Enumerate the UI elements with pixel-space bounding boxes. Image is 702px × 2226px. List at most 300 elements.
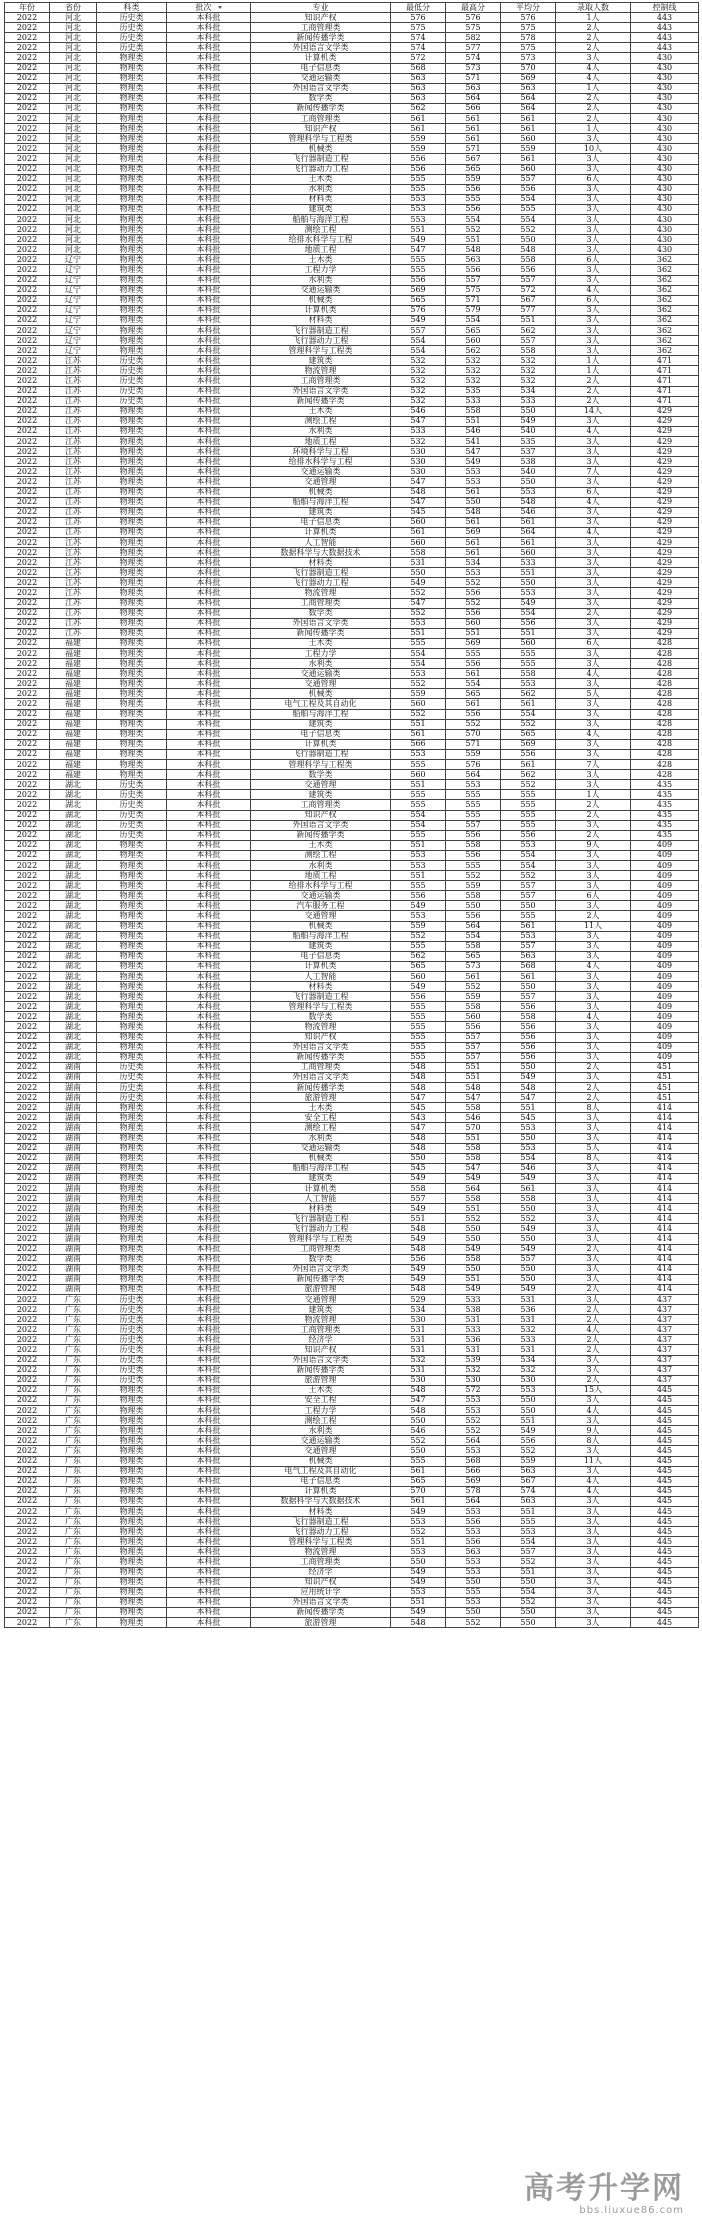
cell-year: 2022 xyxy=(5,1083,50,1093)
cell-batch: 本科批 xyxy=(167,396,251,406)
cell-batch: 本科批 xyxy=(167,881,251,891)
cell-avg-score: 550 xyxy=(501,982,556,992)
cell-control-line: 428 xyxy=(631,739,699,749)
table-row xyxy=(5,699,699,709)
cell-province: 江苏 xyxy=(50,537,97,547)
dropdown-arrow-icon[interactable] xyxy=(218,6,222,9)
cell-major: 机械类 xyxy=(251,295,391,305)
cell-year: 2022 xyxy=(5,214,50,224)
cell-subject: 物理类 xyxy=(97,1456,167,1466)
cell-major: 人工智能 xyxy=(251,972,391,982)
cell-max-score: 559 xyxy=(446,881,501,891)
cell-max-score: 564 xyxy=(446,1496,501,1506)
col-header-control-line: 控制线 xyxy=(631,3,699,13)
cell-max-score: 561 xyxy=(446,972,501,982)
cell-year: 2022 xyxy=(5,992,50,1002)
cell-subject: 物理类 xyxy=(97,194,167,204)
cell-subject: 历史类 xyxy=(97,820,167,830)
cell-min-score: 546 xyxy=(391,1426,446,1436)
cell-avg-score: 557 xyxy=(501,891,556,901)
cell-avg-score: 564 xyxy=(501,527,556,537)
cell-admitted-count: 3人 xyxy=(556,1214,631,1224)
cell-batch: 本科批 xyxy=(167,1103,251,1113)
cell-subject: 物理类 xyxy=(97,891,167,901)
cell-admitted-count: 2人 xyxy=(556,830,631,840)
cell-province: 福建 xyxy=(50,709,97,719)
cell-year: 2022 xyxy=(5,1506,50,1516)
cell-batch: 本科批 xyxy=(167,93,251,103)
table-row xyxy=(5,437,699,447)
cell-province: 湖北 xyxy=(50,800,97,810)
cell-major: 土木类 xyxy=(251,255,391,265)
cell-year: 2022 xyxy=(5,1446,50,1456)
cell-major: 新闻传播学类 xyxy=(251,1365,391,1375)
cell-subject: 物理类 xyxy=(97,63,167,73)
cell-admitted-count: 4人 xyxy=(556,1476,631,1486)
cell-subject: 物理类 xyxy=(97,1143,167,1153)
cell-avg-score: 569 xyxy=(501,739,556,749)
cell-year: 2022 xyxy=(5,457,50,467)
cell-control-line: 428 xyxy=(631,770,699,780)
cell-admitted-count: 7人 xyxy=(556,467,631,477)
cell-max-score: 552 xyxy=(446,982,501,992)
cell-control-line: 430 xyxy=(631,245,699,255)
cell-province: 江苏 xyxy=(50,608,97,618)
cell-control-line: 428 xyxy=(631,729,699,739)
cell-control-line: 445 xyxy=(631,1577,699,1587)
cell-min-score: 551 xyxy=(391,628,446,638)
cell-max-score: 551 xyxy=(446,416,501,426)
cell-major: 机械类 xyxy=(251,1153,391,1163)
cell-min-score: 545 xyxy=(391,507,446,517)
cell-min-score: 534 xyxy=(391,1305,446,1315)
cell-control-line: 409 xyxy=(631,1012,699,1022)
cell-batch: 本科批 xyxy=(167,659,251,669)
cell-batch: 本科批 xyxy=(167,1416,251,1426)
cell-min-score: 531 xyxy=(391,558,446,568)
cell-batch: 本科批 xyxy=(167,1214,251,1224)
cell-major: 机械类 xyxy=(251,144,391,154)
cell-year: 2022 xyxy=(5,194,50,204)
admission-scores-table xyxy=(4,2,699,1628)
cell-year: 2022 xyxy=(5,618,50,628)
cell-avg-score: 561 xyxy=(501,114,556,124)
cell-max-score: 552 xyxy=(446,1618,501,1628)
cell-min-score: 554 xyxy=(391,659,446,669)
cell-province: 湖南 xyxy=(50,1153,97,1163)
cell-year: 2022 xyxy=(5,1133,50,1143)
cell-year: 2022 xyxy=(5,255,50,265)
cell-max-score: 558 xyxy=(446,1143,501,1153)
cell-year: 2022 xyxy=(5,1204,50,1214)
cell-subject: 物理类 xyxy=(97,911,167,921)
cell-year: 2022 xyxy=(5,1123,50,1133)
cell-batch: 本科批 xyxy=(167,598,251,608)
cell-max-score: 571 xyxy=(446,739,501,749)
cell-admitted-count: 2人 xyxy=(556,1315,631,1325)
table-row xyxy=(5,558,699,568)
table-row xyxy=(5,1022,699,1032)
cell-major: 工商管理类 xyxy=(251,114,391,124)
cell-admitted-count: 3人 xyxy=(556,739,631,749)
cell-admitted-count: 2人 xyxy=(556,1083,631,1093)
cell-max-score: 552 xyxy=(446,225,501,235)
cell-admitted-count: 3人 xyxy=(556,184,631,194)
cell-major: 材料类 xyxy=(251,315,391,325)
cell-year: 2022 xyxy=(5,1032,50,1042)
cell-province: 广东 xyxy=(50,1496,97,1506)
cell-admitted-count: 3人 xyxy=(556,1527,631,1537)
cell-min-score: 530 xyxy=(391,457,446,467)
cell-subject: 历史类 xyxy=(97,1375,167,1385)
cell-max-score: 556 xyxy=(446,184,501,194)
cell-max-score: 551 xyxy=(446,1072,501,1082)
cell-province: 广东 xyxy=(50,1325,97,1335)
cell-avg-score: 555 xyxy=(501,911,556,921)
cell-subject: 物理类 xyxy=(97,184,167,194)
cell-province: 江苏 xyxy=(50,497,97,507)
cell-province: 湖北 xyxy=(50,961,97,971)
cell-admitted-count: 7人 xyxy=(556,760,631,770)
cell-subject: 历史类 xyxy=(97,1083,167,1093)
cell-year: 2022 xyxy=(5,1567,50,1577)
cell-province: 湖北 xyxy=(50,891,97,901)
cell-max-score: 566 xyxy=(446,103,501,113)
cell-province: 湖北 xyxy=(50,820,97,830)
cell-subject: 历史类 xyxy=(97,1365,167,1375)
cell-province: 福建 xyxy=(50,739,97,749)
cell-max-score: 551 xyxy=(446,1133,501,1143)
cell-admitted-count: 2人 xyxy=(556,608,631,618)
cell-major: 水利类 xyxy=(251,1426,391,1436)
cell-control-line: 445 xyxy=(631,1557,699,1567)
cell-province: 广东 xyxy=(50,1537,97,1547)
cell-admitted-count: 3人 xyxy=(556,537,631,547)
table-row xyxy=(5,386,699,396)
table-row xyxy=(5,336,699,346)
cell-admitted-count: 3人 xyxy=(556,568,631,578)
cell-batch: 本科批 xyxy=(167,144,251,154)
cell-year: 2022 xyxy=(5,901,50,911)
table-row xyxy=(5,426,699,436)
cell-batch: 本科批 xyxy=(167,699,251,709)
cell-max-score: 553 xyxy=(446,1527,501,1537)
cell-min-score: 552 xyxy=(391,1436,446,1446)
cell-admitted-count: 6人 xyxy=(556,295,631,305)
table-row xyxy=(5,1032,699,1042)
cell-province: 湖北 xyxy=(50,992,97,1002)
cell-admitted-count: 3人 xyxy=(556,1567,631,1577)
cell-subject: 历史类 xyxy=(97,790,167,800)
cell-avg-score: 558 xyxy=(501,346,556,356)
cell-max-score: 561 xyxy=(446,669,501,679)
cell-province: 湖北 xyxy=(50,1042,97,1052)
cell-min-score: 563 xyxy=(391,73,446,83)
cell-avg-score: 564 xyxy=(501,93,556,103)
cell-major: 数学类 xyxy=(251,1254,391,1264)
cell-major: 电子信息类 xyxy=(251,729,391,739)
cell-max-score: 553 xyxy=(446,1395,501,1405)
table-row xyxy=(5,881,699,891)
cell-subject: 物理类 xyxy=(97,699,167,709)
cell-year: 2022 xyxy=(5,729,50,739)
cell-province: 河北 xyxy=(50,235,97,245)
cell-year: 2022 xyxy=(5,1214,50,1224)
cell-avg-score: 531 xyxy=(501,1295,556,1305)
table-row xyxy=(5,517,699,527)
cell-major: 测绘工程 xyxy=(251,850,391,860)
cell-control-line: 430 xyxy=(631,134,699,144)
cell-province: 湖北 xyxy=(50,881,97,891)
cell-admitted-count: 4人 xyxy=(556,729,631,739)
cell-province: 湖北 xyxy=(50,780,97,790)
cell-year: 2022 xyxy=(5,1618,50,1628)
cell-major: 地质工程 xyxy=(251,871,391,881)
cell-avg-score: 560 xyxy=(501,638,556,648)
cell-max-score: 541 xyxy=(446,437,501,447)
table-row xyxy=(5,134,699,144)
cell-year: 2022 xyxy=(5,608,50,618)
cell-min-score: 563 xyxy=(391,83,446,93)
cell-year: 2022 xyxy=(5,810,50,820)
cell-batch: 本科批 xyxy=(167,669,251,679)
cell-province: 广东 xyxy=(50,1365,97,1375)
cell-admitted-count: 3人 xyxy=(556,416,631,426)
cell-admitted-count: 3人 xyxy=(556,871,631,881)
cell-avg-score: 549 xyxy=(501,1224,556,1234)
cell-province: 湖北 xyxy=(50,1022,97,1032)
cell-year: 2022 xyxy=(5,83,50,93)
cell-min-score: 553 xyxy=(391,1517,446,1527)
cell-province: 江苏 xyxy=(50,467,97,477)
cell-province: 河北 xyxy=(50,194,97,204)
cell-year: 2022 xyxy=(5,1587,50,1597)
cell-admitted-count: 2人 xyxy=(556,1062,631,1072)
cell-year: 2022 xyxy=(5,366,50,376)
cell-avg-score: 550 xyxy=(501,1607,556,1617)
cell-avg-score: 554 xyxy=(501,1537,556,1547)
cell-year: 2022 xyxy=(5,63,50,73)
table-row xyxy=(5,1618,699,1628)
col-header-admitted-count: 录取人数 xyxy=(556,3,631,13)
cell-major: 管理科学与工程类 xyxy=(251,760,391,770)
cell-subject: 物理类 xyxy=(97,275,167,285)
cell-subject: 物理类 xyxy=(97,1012,167,1022)
cell-admitted-count: 3人 xyxy=(556,154,631,164)
cell-avg-score: 555 xyxy=(501,1517,556,1527)
cell-avg-score: 550 xyxy=(501,1234,556,1244)
cell-admitted-count: 3人 xyxy=(556,1618,631,1628)
cell-major: 给排水科学与工程 xyxy=(251,235,391,245)
cell-control-line: 430 xyxy=(631,93,699,103)
cell-admitted-count: 3人 xyxy=(556,1355,631,1365)
cell-batch: 本科批 xyxy=(167,770,251,780)
cell-province: 湖南 xyxy=(50,1183,97,1193)
cell-major: 旅游管理 xyxy=(251,1375,391,1385)
cell-subject: 物理类 xyxy=(97,73,167,83)
cell-province: 江苏 xyxy=(50,366,97,376)
cell-admitted-count: 3人 xyxy=(556,164,631,174)
cell-control-line: 435 xyxy=(631,800,699,810)
cell-major: 建筑类 xyxy=(251,1173,391,1183)
cell-avg-score: 561 xyxy=(501,972,556,982)
cell-year: 2022 xyxy=(5,114,50,124)
cell-province: 湖北 xyxy=(50,1032,97,1042)
cell-year: 2022 xyxy=(5,891,50,901)
cell-max-score: 546 xyxy=(446,1113,501,1123)
cell-admitted-count: 3人 xyxy=(556,1123,631,1133)
cell-admitted-count: 2人 xyxy=(556,386,631,396)
cell-max-score: 568 xyxy=(446,1456,501,1466)
cell-year: 2022 xyxy=(5,1597,50,1607)
table-row xyxy=(5,931,699,941)
cell-avg-score: 559 xyxy=(501,144,556,154)
cell-control-line: 445 xyxy=(631,1385,699,1395)
cell-max-score: 558 xyxy=(446,1153,501,1163)
cell-min-score: 552 xyxy=(391,608,446,618)
cell-max-score: 574 xyxy=(446,53,501,63)
table-row xyxy=(5,992,699,1002)
table-row xyxy=(5,1486,699,1496)
cell-major: 交通运输类 xyxy=(251,669,391,679)
cell-control-line: 428 xyxy=(631,760,699,770)
table-row xyxy=(5,93,699,103)
cell-batch: 本科批 xyxy=(167,13,251,23)
cell-subject: 历史类 xyxy=(97,23,167,33)
table-row xyxy=(5,467,699,477)
cell-admitted-count: 3人 xyxy=(556,982,631,992)
cell-min-score: 574 xyxy=(391,33,446,43)
table-row xyxy=(5,406,699,416)
cell-batch: 本科批 xyxy=(167,982,251,992)
cell-control-line: 443 xyxy=(631,33,699,43)
cell-min-score: 530 xyxy=(391,1375,446,1385)
cell-admitted-count: 10人 xyxy=(556,144,631,154)
cell-subject: 物理类 xyxy=(97,1416,167,1426)
cell-province: 福建 xyxy=(50,729,97,739)
cell-major: 经济学 xyxy=(251,1335,391,1345)
cell-province: 广东 xyxy=(50,1436,97,1446)
cell-avg-score: 561 xyxy=(501,537,556,547)
cell-min-score: 551 xyxy=(391,719,446,729)
cell-province: 江苏 xyxy=(50,588,97,598)
cell-subject: 物理类 xyxy=(97,719,167,729)
cell-major: 电气工程及其自动化 xyxy=(251,1466,391,1476)
cell-control-line: 445 xyxy=(631,1476,699,1486)
cell-major: 建筑类 xyxy=(251,719,391,729)
cell-min-score: 549 xyxy=(391,1264,446,1274)
table-row xyxy=(5,810,699,820)
cell-min-score: 552 xyxy=(391,931,446,941)
cell-batch: 本科批 xyxy=(167,790,251,800)
table-row xyxy=(5,275,699,285)
cell-year: 2022 xyxy=(5,93,50,103)
table-row xyxy=(5,305,699,315)
cell-min-score: 547 xyxy=(391,416,446,426)
cell-avg-score: 565 xyxy=(501,729,556,739)
cell-province: 广东 xyxy=(50,1406,97,1416)
cell-max-score: 550 xyxy=(446,901,501,911)
table-row xyxy=(5,1113,699,1123)
cell-major: 新闻传播学类 xyxy=(251,1083,391,1093)
cell-subject: 物理类 xyxy=(97,487,167,497)
cell-year: 2022 xyxy=(5,1547,50,1557)
cell-max-score: 547 xyxy=(446,1093,501,1103)
cell-avg-score: 545 xyxy=(501,1113,556,1123)
cell-major: 数学类 xyxy=(251,608,391,618)
cell-province: 河北 xyxy=(50,43,97,53)
cell-province: 广东 xyxy=(50,1335,97,1345)
cell-batch: 本科批 xyxy=(167,477,251,487)
cell-subject: 物理类 xyxy=(97,457,167,467)
cell-subject: 物理类 xyxy=(97,1042,167,1052)
cell-avg-score: 567 xyxy=(501,295,556,305)
cell-batch: 本科批 xyxy=(167,376,251,386)
cell-batch: 本科批 xyxy=(167,33,251,43)
cell-min-score: 531 xyxy=(391,1365,446,1375)
cell-major: 物流管理 xyxy=(251,366,391,376)
cell-year: 2022 xyxy=(5,1315,50,1325)
cell-max-score: 561 xyxy=(446,548,501,558)
cell-major: 数据科学与大数据技术 xyxy=(251,1496,391,1506)
cell-major: 工商管理类 xyxy=(251,1062,391,1072)
cell-control-line: 430 xyxy=(631,73,699,83)
table-row xyxy=(5,830,699,840)
cell-year: 2022 xyxy=(5,184,50,194)
cell-year: 2022 xyxy=(5,982,50,992)
cell-subject: 物理类 xyxy=(97,548,167,558)
cell-admitted-count: 3人 xyxy=(556,709,631,719)
cell-year: 2022 xyxy=(5,1557,50,1567)
col-header-batch[interactable] xyxy=(167,3,251,13)
cell-major: 交通运输类 xyxy=(251,285,391,295)
cell-control-line: 362 xyxy=(631,336,699,346)
cell-max-score: 556 xyxy=(446,588,501,598)
table-row xyxy=(5,537,699,547)
cell-major: 计算机类 xyxy=(251,961,391,971)
cell-min-score: 574 xyxy=(391,43,446,53)
cell-province: 广东 xyxy=(50,1315,97,1325)
cell-max-score: 578 xyxy=(446,1486,501,1496)
cell-subject: 物理类 xyxy=(97,931,167,941)
cell-subject: 物理类 xyxy=(97,255,167,265)
cell-control-line: 429 xyxy=(631,457,699,467)
table-row xyxy=(5,891,699,901)
cell-admitted-count: 2人 xyxy=(556,1284,631,1294)
cell-min-score: 555 xyxy=(391,174,446,184)
cell-avg-score: 554 xyxy=(501,608,556,618)
cell-max-score: 546 xyxy=(446,426,501,436)
table-row xyxy=(5,1345,699,1355)
cell-subject: 物理类 xyxy=(97,315,167,325)
cell-year: 2022 xyxy=(5,43,50,53)
cell-max-score: 553 xyxy=(446,467,501,477)
cell-subject: 物理类 xyxy=(97,336,167,346)
cell-max-score: 549 xyxy=(446,1244,501,1254)
cell-min-score: 572 xyxy=(391,53,446,63)
table-row xyxy=(5,1496,699,1506)
table-row xyxy=(5,1093,699,1103)
cell-major: 材料类 xyxy=(251,558,391,568)
cell-admitted-count: 3人 xyxy=(556,1537,631,1547)
cell-avg-score: 555 xyxy=(501,649,556,659)
cell-year: 2022 xyxy=(5,1284,50,1294)
cell-subject: 物理类 xyxy=(97,1244,167,1254)
cell-avg-score: 550 xyxy=(501,406,556,416)
cell-province: 广东 xyxy=(50,1345,97,1355)
cell-year: 2022 xyxy=(5,134,50,144)
cell-max-score: 554 xyxy=(446,931,501,941)
